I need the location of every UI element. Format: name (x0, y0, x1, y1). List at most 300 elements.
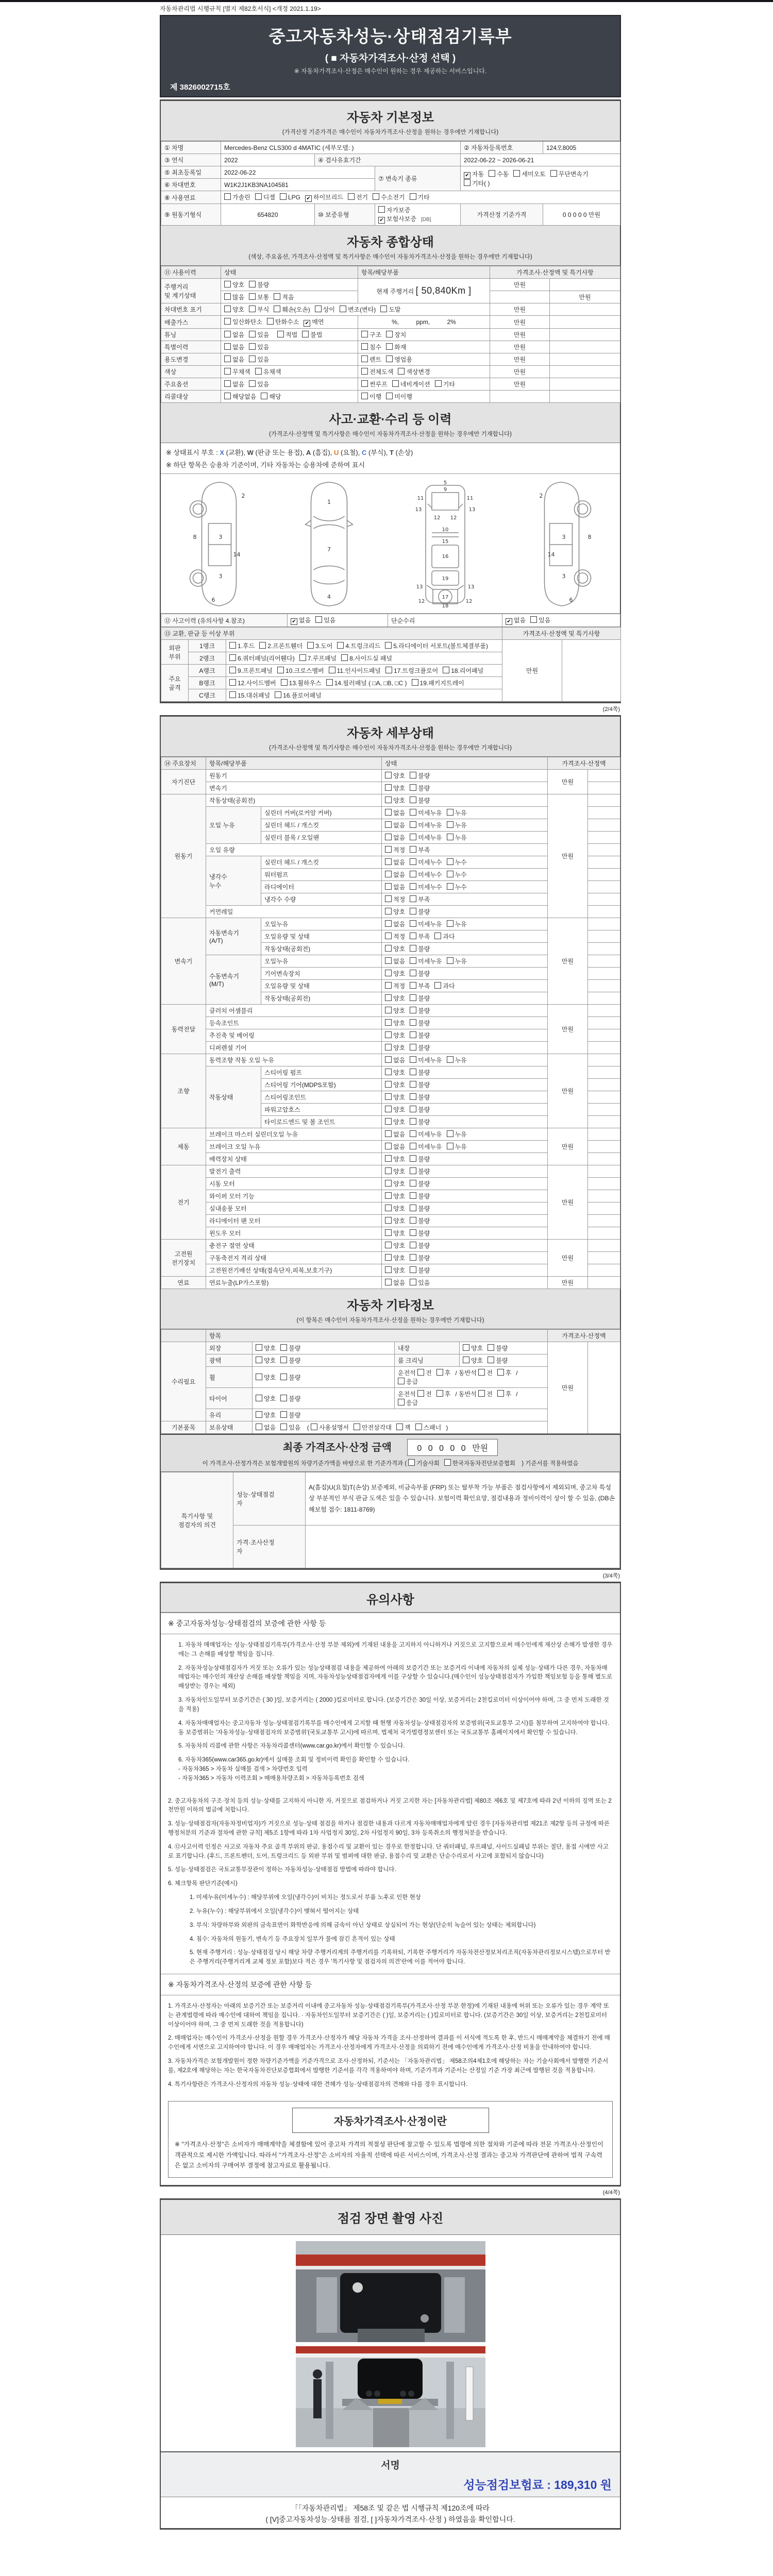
checkbox-불량[interactable] (488, 1344, 508, 1352)
checkbox-불량[interactable] (410, 1117, 430, 1126)
checkbox-없음[interactable] (385, 957, 405, 965)
checkbox-box[interactable] (447, 834, 453, 840)
checkbox-불량[interactable] (410, 1204, 430, 1213)
checkbox-box[interactable] (280, 1395, 287, 1401)
checkbox-양호[interactable] (385, 1167, 405, 1176)
checkbox-box[interactable] (385, 1044, 392, 1050)
checkbox-box[interactable] (410, 970, 416, 976)
checkbox-box[interactable] (410, 1069, 416, 1075)
checkbox-불량[interactable] (410, 907, 430, 916)
checkbox-자가보증[interactable] (378, 206, 410, 214)
checkbox-box[interactable] (255, 193, 262, 200)
checkbox-무단변속기[interactable] (550, 170, 589, 178)
checkbox-미세누유[interactable] (410, 957, 442, 965)
checkbox-box[interactable] (464, 179, 470, 186)
checkbox-양호[interactable] (385, 1253, 405, 1262)
checkbox-수소전기[interactable] (373, 193, 405, 201)
checkbox-box[interactable] (341, 654, 348, 661)
checkbox-box[interactable] (256, 1374, 262, 1380)
checkbox-box[interactable] (410, 1081, 416, 1088)
checkbox-기술사회[interactable] (408, 1459, 439, 1467)
checkbox-box[interactable] (385, 846, 392, 853)
checkbox-있음[interactable] (249, 380, 269, 388)
checkbox-누수[interactable] (447, 858, 467, 867)
checkbox-box[interactable] (410, 1044, 416, 1050)
checkbox-box[interactable] (224, 331, 231, 337)
checkbox-box[interactable]: ✔ (378, 217, 385, 224)
checkbox-없음[interactable] (385, 858, 405, 867)
checkbox-box[interactable] (229, 667, 236, 673)
checkbox-box[interactable] (447, 809, 453, 816)
checkbox-6.쿼터패널(리어휀다)[interactable] (229, 654, 295, 663)
checkbox-세미오토[interactable] (513, 170, 545, 178)
checkbox-누유[interactable] (447, 1142, 467, 1151)
checkbox-양호[interactable] (385, 1080, 405, 1089)
checkbox-box[interactable] (410, 1242, 416, 1248)
checkbox-box[interactable] (410, 920, 416, 927)
checkbox-box[interactable] (259, 642, 266, 649)
checkbox-box[interactable] (280, 1344, 287, 1351)
checkbox-양호[interactable] (385, 1093, 405, 1101)
checkbox-box[interactable] (385, 1056, 392, 1063)
checkbox-box[interactable] (386, 331, 393, 337)
checkbox-box[interactable] (478, 1390, 485, 1397)
checkbox-box[interactable] (436, 1390, 443, 1397)
checkbox-불량[interactable] (410, 1253, 430, 1262)
checkbox-3.도어[interactable] (307, 641, 332, 650)
checkbox-불법[interactable] (302, 330, 322, 339)
checkbox-양호[interactable] (385, 1229, 405, 1238)
checkbox-box[interactable] (488, 1357, 494, 1363)
checkbox-영업용[interactable] (386, 355, 412, 364)
checkbox-box[interactable] (224, 343, 231, 350)
checkbox-box[interactable] (410, 1167, 416, 1174)
checkbox-과다[interactable] (434, 932, 455, 941)
checkbox-양호[interactable] (385, 1241, 405, 1250)
checkbox-box[interactable] (311, 1423, 317, 1430)
checkbox-양호[interactable] (385, 1105, 405, 1114)
checkbox-box[interactable] (385, 1081, 392, 1088)
checkbox-box[interactable] (385, 970, 392, 976)
checkbox-box[interactable] (280, 1374, 287, 1380)
checkbox-box[interactable] (385, 871, 392, 877)
checkbox-불량[interactable] (410, 1155, 430, 1163)
checkbox-box[interactable] (412, 679, 418, 686)
checkbox-누수[interactable] (447, 870, 467, 879)
checkbox-box[interactable] (337, 642, 344, 649)
checkbox-미세누유[interactable] (410, 1142, 442, 1151)
checkbox-box[interactable] (410, 846, 416, 853)
checkbox-미세누수[interactable] (410, 870, 442, 879)
checkbox-양호[interactable] (385, 994, 405, 1003)
checkbox-box[interactable] (408, 1459, 415, 1466)
checkbox-양호[interactable] (385, 1006, 405, 1015)
checkbox-불량[interactable] (249, 280, 269, 289)
checkbox-box[interactable] (385, 1167, 392, 1174)
checkbox-누유[interactable] (447, 808, 467, 817)
checkbox-box[interactable] (280, 1411, 287, 1418)
checkbox-box[interactable] (410, 834, 416, 840)
checkbox-불량[interactable] (410, 1006, 430, 1015)
checkbox-없음[interactable] (385, 1130, 405, 1139)
checkbox-box[interactable] (277, 667, 284, 673)
checkbox-box[interactable] (255, 368, 262, 375)
checkbox-box[interactable] (249, 380, 256, 387)
checkbox-불량[interactable] (280, 1356, 300, 1365)
checkbox-양호[interactable] (385, 1019, 405, 1027)
checkbox-box[interactable] (447, 1056, 453, 1063)
checkbox-box[interactable] (410, 796, 416, 803)
checkbox-box[interactable] (410, 1106, 416, 1112)
checkbox-box[interactable] (410, 883, 416, 890)
checkbox-box[interactable] (447, 883, 453, 890)
checkbox-box[interactable] (256, 1395, 262, 1401)
checkbox-불량[interactable] (410, 1043, 430, 1052)
checkbox-box[interactable] (410, 982, 416, 989)
checkbox-box[interactable] (447, 1143, 453, 1149)
checkbox-13.휠하우스[interactable] (281, 679, 322, 687)
checkbox-box[interactable] (410, 809, 416, 816)
checkbox-있음[interactable] (280, 1423, 300, 1432)
checkbox-19.패키지트레이[interactable] (412, 679, 464, 687)
checkbox-box[interactable] (447, 821, 453, 828)
checkbox-불량[interactable] (410, 771, 430, 780)
checkbox-전기[interactable] (348, 193, 368, 201)
checkbox-없음[interactable] (224, 355, 244, 364)
checkbox-7.루프패널[interactable] (299, 654, 337, 663)
checkbox-15.대쉬패널[interactable] (229, 691, 270, 700)
checkbox-썬루프[interactable] (361, 380, 388, 388)
checkbox-있음[interactable] (249, 343, 269, 351)
checkbox-box[interactable]: ✔ (464, 172, 470, 179)
checkbox-없음[interactable] (385, 1278, 405, 1287)
checkbox-구조[interactable] (361, 330, 381, 339)
checkbox-누수[interactable] (447, 883, 467, 891)
checkbox-box[interactable] (410, 1180, 416, 1187)
checkbox-양호[interactable] (224, 305, 244, 314)
checkbox-box[interactable] (410, 193, 416, 200)
checkbox-box[interactable] (434, 933, 441, 939)
checkbox-적정[interactable] (385, 932, 405, 941)
checkbox-box[interactable] (249, 355, 256, 362)
checkbox-변조(변타)[interactable] (340, 305, 376, 314)
checkbox-box[interactable] (385, 1217, 392, 1224)
checkbox-box[interactable] (378, 206, 385, 213)
checkbox-box[interactable] (410, 994, 416, 1001)
checkbox-box[interactable] (410, 784, 416, 791)
checkbox-box[interactable] (249, 343, 256, 350)
checkbox-box[interactable] (497, 1369, 504, 1376)
checkbox-box[interactable] (385, 858, 392, 865)
checkbox-불량[interactable] (410, 969, 430, 978)
checkbox-box[interactable]: ✔ (506, 618, 512, 625)
checkbox-많음[interactable] (224, 293, 244, 301)
checkbox-box[interactable] (249, 306, 256, 312)
checkbox-box[interactable] (434, 982, 441, 989)
checkbox-양호[interactable] (256, 1394, 276, 1403)
checkbox-box[interactable] (398, 368, 405, 375)
checkbox-부족[interactable] (410, 845, 430, 854)
checkbox-box[interactable] (361, 393, 368, 399)
checkbox-box[interactable] (326, 679, 333, 686)
checkbox-색상변경[interactable] (398, 367, 430, 376)
checkbox-box[interactable] (385, 920, 392, 927)
checkbox-box[interactable] (315, 306, 322, 312)
checkbox-훼손(오손)[interactable] (274, 305, 310, 314)
checkbox-box[interactable] (261, 393, 267, 399)
checkbox-침수[interactable] (361, 343, 381, 351)
checkbox-box[interactable] (361, 331, 368, 337)
checkbox-box[interactable] (385, 1279, 392, 1285)
checkbox-box[interactable] (410, 1155, 416, 1162)
checkbox-box[interactable] (386, 355, 393, 362)
checkbox-box[interactable] (392, 380, 399, 387)
checkbox-불량[interactable] (410, 784, 430, 792)
checkbox-box[interactable] (396, 1423, 403, 1430)
checkbox-4.트렁크리드[interactable] (337, 641, 380, 650)
checkbox-불량[interactable] (410, 1216, 430, 1225)
checkbox-양호[interactable] (385, 796, 405, 805)
checkbox-전[interactable] (478, 1368, 493, 1377)
checkbox-box[interactable] (249, 293, 256, 300)
checkbox-box[interactable] (447, 1130, 453, 1137)
checkbox-5.라디에이터 서포트(볼트체결부품)[interactable] (385, 641, 488, 650)
checkbox-이행[interactable] (361, 392, 381, 401)
checkbox-기타( )[interactable] (464, 179, 490, 188)
checkbox-불량[interactable] (410, 1105, 430, 1114)
checkbox-불량[interactable] (280, 1344, 300, 1352)
checkbox-box[interactable] (410, 1093, 416, 1100)
checkbox-box[interactable] (385, 809, 392, 816)
checkbox-불량[interactable] (410, 1192, 430, 1200)
checkbox-미세누유[interactable] (410, 808, 442, 817)
checkbox-box[interactable] (410, 821, 416, 828)
checkbox-box[interactable] (410, 933, 416, 939)
checkbox-8.사이드실 패널[interactable] (341, 654, 392, 663)
checkbox-box[interactable] (385, 1254, 392, 1261)
checkbox-전[interactable] (417, 1389, 432, 1398)
checkbox-box[interactable] (385, 1155, 392, 1162)
checkbox-box[interactable] (224, 355, 231, 362)
checkbox-없음[interactable] (385, 920, 405, 928)
checkbox-box[interactable] (249, 281, 256, 287)
checkbox-box[interactable] (224, 306, 231, 312)
checkbox-탄화수소[interactable] (267, 317, 299, 326)
checkbox-없음[interactable] (385, 833, 405, 842)
checkbox-box[interactable] (315, 616, 322, 623)
checkbox-box[interactable] (488, 1344, 494, 1351)
checkbox-보통[interactable] (249, 293, 269, 301)
checkbox-box[interactable] (436, 1369, 443, 1376)
checkbox-누유[interactable] (447, 1056, 467, 1064)
checkbox-불량[interactable] (410, 1229, 430, 1238)
checkbox-box[interactable] (385, 1242, 392, 1248)
checkbox-box[interactable] (385, 1019, 392, 1026)
checkbox-box[interactable] (386, 393, 393, 399)
checkbox-box[interactable] (280, 1357, 287, 1363)
checkbox-box[interactable] (410, 895, 416, 902)
checkbox-box[interactable] (385, 883, 392, 890)
checkbox-box[interactable] (307, 642, 314, 649)
checkbox-16.플로어패널[interactable] (275, 691, 322, 700)
checkbox-과다[interactable] (434, 981, 455, 990)
checkbox-후[interactable] (436, 1368, 451, 1377)
checkbox-box[interactable] (361, 343, 368, 350)
checkbox-box[interactable] (385, 957, 392, 964)
checkbox-box[interactable] (229, 679, 236, 686)
checkbox-box[interactable] (410, 1217, 416, 1224)
checkbox-box[interactable] (513, 170, 520, 177)
checkbox-불량[interactable] (410, 1167, 430, 1176)
checkbox-box[interactable] (478, 1369, 485, 1376)
checkbox-불량[interactable] (410, 1179, 430, 1188)
checkbox-box[interactable] (410, 1056, 416, 1063)
checkbox-양호[interactable] (463, 1356, 483, 1365)
checkbox-미세누유[interactable] (410, 821, 442, 829)
checkbox-양호[interactable] (256, 1356, 276, 1365)
checkbox-양호[interactable] (463, 1344, 483, 1352)
checkbox-수동[interactable] (489, 170, 509, 178)
checkbox-box[interactable] (385, 1093, 392, 1100)
checkbox-box[interactable] (410, 871, 416, 877)
checkbox-box[interactable] (385, 1180, 392, 1187)
checkbox-box[interactable] (224, 368, 231, 375)
checkbox-box[interactable] (410, 1031, 416, 1038)
checkbox-없음[interactable] (385, 808, 405, 817)
checkbox-box[interactable]: ✔ (291, 618, 297, 625)
checkbox-없음[interactable] (385, 883, 405, 891)
checkbox-box[interactable] (274, 306, 280, 312)
checkbox-렌트[interactable] (361, 355, 381, 364)
checkbox-불량[interactable] (410, 796, 430, 805)
checkbox-없음[interactable] (291, 616, 311, 625)
checkbox-box[interactable] (361, 380, 368, 387)
checkbox-양호[interactable] (385, 969, 405, 978)
checkbox-부족[interactable] (410, 895, 430, 904)
checkbox-box[interactable] (385, 834, 392, 840)
checkbox-box[interactable] (385, 772, 392, 778)
checkbox-box[interactable] (410, 1279, 416, 1285)
checkbox-미세누유[interactable] (410, 920, 442, 928)
checkbox-box[interactable] (249, 331, 256, 337)
checkbox-box[interactable] (361, 355, 368, 362)
checkbox-불량[interactable] (488, 1356, 508, 1365)
checkbox-box[interactable] (385, 642, 392, 649)
checkbox-없음[interactable] (224, 330, 244, 339)
checkbox-box[interactable] (443, 667, 449, 673)
checkbox-양호[interactable] (385, 784, 405, 792)
checkbox-box[interactable] (385, 1118, 392, 1125)
checkbox-2.프론트휀더[interactable] (259, 641, 303, 650)
checkbox-부족[interactable] (410, 981, 430, 990)
checkbox-불량[interactable] (280, 1373, 300, 1382)
checkbox-box[interactable] (380, 306, 387, 312)
checkbox-box[interactable] (385, 1143, 392, 1149)
checkbox-box[interactable] (267, 318, 274, 325)
checkbox-있음[interactable] (249, 355, 269, 364)
checkbox-box[interactable] (385, 895, 392, 902)
checkbox-불량[interactable] (410, 1068, 430, 1077)
checkbox-box[interactable] (444, 1459, 451, 1466)
checkbox-box[interactable] (410, 1229, 416, 1236)
checkbox-box[interactable] (410, 1143, 416, 1149)
checkbox-box[interactable] (340, 306, 346, 312)
checkbox-양호[interactable] (385, 1117, 405, 1126)
checkbox-미세누수[interactable] (410, 883, 442, 891)
checkbox-일산화탄소[interactable] (224, 317, 262, 326)
checkbox-box[interactable]: ✔ (304, 320, 310, 327)
checkbox-box[interactable] (398, 1378, 405, 1384)
checkbox-양호[interactable] (385, 1043, 405, 1052)
checkbox-11.인사이드패널[interactable] (329, 666, 381, 675)
checkbox-box[interactable] (277, 331, 284, 337)
checkbox-box[interactable] (410, 1254, 416, 1261)
checkbox-불량[interactable] (280, 1411, 300, 1419)
checkbox-14.필러패널 ( □A, □B, □C )[interactable] (326, 679, 407, 687)
checkbox-양호[interactable] (256, 1373, 276, 1382)
checkbox-box[interactable] (302, 331, 309, 337)
checkbox-box[interactable] (329, 667, 335, 673)
checkbox-box[interactable] (447, 858, 453, 865)
checkbox-후[interactable] (497, 1368, 512, 1377)
checkbox-불량[interactable] (280, 1394, 300, 1403)
checkbox-box[interactable] (410, 945, 416, 952)
checkbox-box[interactable] (410, 1118, 416, 1125)
checkbox-불량[interactable] (410, 1080, 430, 1089)
checkbox-없음[interactable] (224, 380, 244, 388)
checkbox-box[interactable] (410, 1019, 416, 1026)
checkbox-box[interactable] (385, 1130, 392, 1137)
checkbox-box[interactable] (385, 994, 392, 1001)
checkbox-미이행[interactable] (386, 392, 412, 401)
checkbox-box[interactable] (410, 858, 416, 865)
checkbox-응급[interactable] (398, 1398, 418, 1407)
checkbox-양호[interactable] (385, 1216, 405, 1225)
checkbox-없음[interactable] (385, 821, 405, 829)
checkbox-장치[interactable] (386, 330, 406, 339)
checkbox-box[interactable] (373, 193, 379, 200)
checkbox-적법[interactable] (277, 330, 297, 339)
checkbox-17.트렁크플로어[interactable] (385, 666, 438, 675)
checkbox-있음[interactable] (530, 616, 550, 624)
checkbox-box[interactable] (385, 1031, 392, 1038)
checkbox-가솔린[interactable] (224, 193, 250, 201)
checkbox-매연[interactable] (304, 317, 324, 327)
checkbox-기타[interactable] (435, 380, 455, 388)
checkbox-보험사보증[interactable] (378, 214, 416, 224)
checkbox-유채색[interactable] (255, 367, 281, 376)
checkbox-불량[interactable] (410, 1019, 430, 1027)
checkbox-적음[interactable] (274, 293, 294, 301)
checkbox-box[interactable] (224, 281, 231, 287)
checkbox-box[interactable] (385, 1229, 392, 1236)
checkbox-없음[interactable] (385, 1142, 405, 1151)
checkbox-box[interactable] (385, 784, 392, 791)
checkbox-box[interactable] (256, 1423, 262, 1430)
checkbox-box[interactable] (489, 170, 495, 177)
checkbox-적정[interactable] (385, 981, 405, 990)
checkbox-1.후드[interactable] (229, 641, 255, 650)
checkbox-box[interactable] (224, 293, 231, 300)
checkbox-불량[interactable] (410, 994, 430, 1003)
checkbox-box[interactable] (417, 1390, 424, 1397)
checkbox-네비게이션[interactable] (392, 380, 430, 388)
checkbox-없음[interactable] (224, 343, 244, 351)
checkbox-box[interactable] (224, 193, 231, 200)
checkbox-불량[interactable] (410, 1266, 430, 1275)
checkbox-box[interactable] (386, 343, 393, 350)
checkbox-box[interactable] (447, 920, 453, 927)
